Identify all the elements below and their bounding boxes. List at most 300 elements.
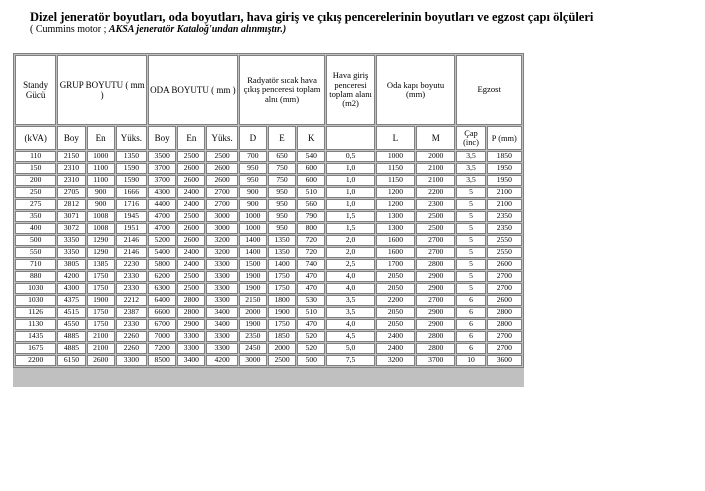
table-cell: 6 xyxy=(456,343,485,354)
table-cell: 2100 xyxy=(487,187,522,198)
table-cell: 1000 xyxy=(87,151,115,162)
table-cell: 3,5 xyxy=(456,163,485,174)
table-cell: 2812 xyxy=(57,199,85,210)
table-cell: 1400 xyxy=(268,259,296,270)
subheader-oda-yuks: Yüks. xyxy=(206,126,237,150)
table-cell: 2500 xyxy=(177,271,205,282)
table-cell: 1200 xyxy=(376,187,415,198)
table-cell: 4200 xyxy=(57,271,85,282)
table-cell: 800 xyxy=(297,223,325,234)
subheader-grup-boy: Boy xyxy=(57,126,85,150)
table-cell: 3,5 xyxy=(456,151,485,162)
table-cell: 2000 xyxy=(239,307,267,318)
header-standby: Standy Gücü xyxy=(15,55,56,125)
table-body xyxy=(15,151,522,366)
table-cell: 1750 xyxy=(268,283,296,294)
table-row xyxy=(15,199,522,210)
table-cell: 950 xyxy=(239,163,267,174)
table-cell: 1100 xyxy=(87,175,115,186)
table-cell: 2800 xyxy=(416,331,455,342)
table-cell: 2800 xyxy=(177,307,205,318)
table-cell: 720 xyxy=(297,235,325,246)
table-cell: 950 xyxy=(239,175,267,186)
table-cell: 10 xyxy=(456,355,485,366)
table-cell: 510 xyxy=(297,307,325,318)
table-cell: 500 xyxy=(15,235,56,246)
table-cell: 1,0 xyxy=(326,187,374,198)
table-cell: 1030 xyxy=(15,283,56,294)
table-cell: 1750 xyxy=(87,319,115,330)
table-cell: 2700 xyxy=(487,283,522,294)
table-cell: 2600 xyxy=(177,175,205,186)
table-cell: 6200 xyxy=(148,271,176,282)
table-cell: 3700 xyxy=(148,175,176,186)
table-row xyxy=(15,319,522,330)
table-cell: 5 xyxy=(456,247,485,258)
table-cell: 1850 xyxy=(268,331,296,342)
table-cell: 2212 xyxy=(116,295,147,306)
table-cell: 2260 xyxy=(116,331,147,342)
table-cell: 5 xyxy=(456,259,485,270)
table-cell: 1590 xyxy=(116,163,147,174)
table-cell: 4400 xyxy=(148,199,176,210)
table-cell: 1000 xyxy=(239,223,267,234)
table-cell: 8500 xyxy=(148,355,176,366)
table-cell: 2600 xyxy=(206,175,237,186)
table-cell: 2800 xyxy=(487,319,522,330)
table-cell: 3000 xyxy=(206,223,237,234)
table-cell: 470 xyxy=(297,271,325,282)
table-cell: 350 xyxy=(15,211,56,222)
table-cell: 3500 xyxy=(148,151,176,162)
table-cell: 1435 xyxy=(15,331,56,342)
table-cell: 2,0 xyxy=(326,235,374,246)
table-cell: 600 xyxy=(297,163,325,174)
table-cell: 2500 xyxy=(177,283,205,294)
table-cell: 3400 xyxy=(177,355,205,366)
table-cell: 1300 xyxy=(376,211,415,222)
table-cell: 3700 xyxy=(416,355,455,366)
table-cell: 4700 xyxy=(148,211,176,222)
table-cell: 2800 xyxy=(416,259,455,270)
table-cell: 5200 xyxy=(148,235,176,246)
subtitle-prefix: ( Cummins motor ; xyxy=(30,24,107,35)
table-cell: 5 xyxy=(456,211,485,222)
table-cell: 3300 xyxy=(206,331,237,342)
table-cell: 3400 xyxy=(206,307,237,318)
table-cell: 3300 xyxy=(177,331,205,342)
table-cell: 1,0 xyxy=(326,199,374,210)
table-cell: 540 xyxy=(297,151,325,162)
table-cell: 6 xyxy=(456,319,485,330)
table-cell: 470 xyxy=(297,283,325,294)
table-cell: 200 xyxy=(15,175,56,186)
table-cell: 950 xyxy=(268,211,296,222)
table-cell: 2600 xyxy=(177,163,205,174)
table-cell: 3200 xyxy=(206,235,237,246)
table-cell: 1666 xyxy=(116,187,147,198)
table-row xyxy=(15,223,522,234)
table-cell: 1130 xyxy=(15,319,56,330)
table-cell: 1030 xyxy=(15,295,56,306)
table-cell: 1716 xyxy=(116,199,147,210)
table-cell: 6 xyxy=(456,331,485,342)
table-cell: 900 xyxy=(239,199,267,210)
table-cell: 550 xyxy=(15,247,56,258)
table-cell: 2400 xyxy=(376,331,415,342)
table-cell: 520 xyxy=(297,343,325,354)
header-radyator: Radyatör sıcak hava çıkış penceresi toplam alnı (mm) xyxy=(239,55,326,125)
table-cell: 720 xyxy=(297,247,325,258)
table-cell: 2100 xyxy=(416,175,455,186)
table-cell: 2700 xyxy=(206,199,237,210)
table-cell: 6400 xyxy=(148,295,176,306)
table-cell: 0,5 xyxy=(326,151,374,162)
table-cell: 3072 xyxy=(57,223,85,234)
table-cell: 1750 xyxy=(87,283,115,294)
table-cell: 3200 xyxy=(206,247,237,258)
header-egzost: Egzost xyxy=(456,55,522,125)
table-cell: 1150 xyxy=(376,175,415,186)
subheader-oda-en: En xyxy=(177,126,205,150)
table-cell: 2800 xyxy=(177,295,205,306)
table-cell: 950 xyxy=(268,223,296,234)
table-cell: 4885 xyxy=(57,331,85,342)
table-cell: 700 xyxy=(239,151,267,162)
table-cell: 6 xyxy=(456,295,485,306)
table-cell: 1950 xyxy=(487,175,522,186)
table-cell: 2200 xyxy=(15,355,56,366)
table-cell: 7000 xyxy=(148,331,176,342)
table-cell: 150 xyxy=(15,163,56,174)
table-cell: 2100 xyxy=(416,163,455,174)
table-cell: 2500 xyxy=(416,223,455,234)
subtitle-source: AKSA jeneratör Kataloğ'undan alınmıştır.) xyxy=(108,24,287,35)
table-cell: 5 xyxy=(456,283,485,294)
table-cell: 2387 xyxy=(116,307,147,318)
table-cell: 1675 xyxy=(15,343,56,354)
table-cell: 2400 xyxy=(177,247,205,258)
table-cell: 1600 xyxy=(376,247,415,258)
table-cell: 2500 xyxy=(416,211,455,222)
table-cell: 1000 xyxy=(239,211,267,222)
subheader-kva: (kVA) xyxy=(15,126,56,150)
table-cell: 6300 xyxy=(148,283,176,294)
table-cell: 3300 xyxy=(206,259,237,270)
table-cell: 3000 xyxy=(206,211,237,222)
table-cell: 2400 xyxy=(177,259,205,270)
table-cell: 2150 xyxy=(57,151,85,162)
table-cell: 2330 xyxy=(116,319,147,330)
table-cell: 3350 xyxy=(57,235,85,246)
table-cell: 2600 xyxy=(87,355,115,366)
table-cell: 4885 xyxy=(57,343,85,354)
table-cell: 2400 xyxy=(177,199,205,210)
table-cell: 4,0 xyxy=(326,319,374,330)
table-cell: 5 xyxy=(456,187,485,198)
table-cell: 2050 xyxy=(376,319,415,330)
table-cell: 2450 xyxy=(239,343,267,354)
table-cell: 2400 xyxy=(376,343,415,354)
table-cell: 1950 xyxy=(487,163,522,174)
table-cell: 2330 xyxy=(116,283,147,294)
table-cell: 880 xyxy=(15,271,56,282)
table-cell: 790 xyxy=(297,211,325,222)
table-cell: 560 xyxy=(297,199,325,210)
table-cell: 2300 xyxy=(416,199,455,210)
table-cell: 4,0 xyxy=(326,283,374,294)
table-cell: 2310 xyxy=(57,175,85,186)
table-cell: 2700 xyxy=(206,187,237,198)
table-cell: 2550 xyxy=(487,235,522,246)
table-cell: 400 xyxy=(15,223,56,234)
table-cell: 4700 xyxy=(148,223,176,234)
table-cell: 3300 xyxy=(177,343,205,354)
subheader-d: D xyxy=(239,126,267,150)
table-cell: 2146 xyxy=(116,247,147,258)
table-cell: 4550 xyxy=(57,319,85,330)
table-cell: 2600 xyxy=(177,223,205,234)
table-cell: 2705 xyxy=(57,187,85,198)
table-cell: 2146 xyxy=(116,235,147,246)
table-cell: 2,0 xyxy=(326,247,374,258)
table-cell: 3350 xyxy=(57,247,85,258)
subheader-hava xyxy=(326,126,374,150)
table-cell: 4200 xyxy=(206,355,237,366)
table-row xyxy=(15,187,522,198)
table-cell: 2600 xyxy=(177,235,205,246)
table-cell: 1,0 xyxy=(326,163,374,174)
table-cell: 2350 xyxy=(239,331,267,342)
table-cell: 2100 xyxy=(487,199,522,210)
table-cell: 2600 xyxy=(487,295,522,306)
table-cell: 3300 xyxy=(206,295,237,306)
table-cell: 1,0 xyxy=(326,175,374,186)
table-cell: 500 xyxy=(297,355,325,366)
table-cell: 3300 xyxy=(206,271,237,282)
table-cell: 2350 xyxy=(487,223,522,234)
table-cell: 1290 xyxy=(87,235,115,246)
subheader-p: P (mm) xyxy=(487,126,522,150)
table-cell: 1350 xyxy=(268,247,296,258)
table-cell: 3200 xyxy=(376,355,415,366)
table-cell: 2800 xyxy=(487,307,522,318)
table-cell: 650 xyxy=(268,151,296,162)
table-row xyxy=(15,247,522,258)
table-cell: 4,5 xyxy=(326,331,374,342)
table-cell: 1000 xyxy=(376,151,415,162)
table-cell: 2700 xyxy=(487,331,522,342)
table-cell: 1,5 xyxy=(326,223,374,234)
table-cell: 1750 xyxy=(87,307,115,318)
table-cell: 2330 xyxy=(116,271,147,282)
table-cell: 1900 xyxy=(239,271,267,282)
table-cell: 7200 xyxy=(148,343,176,354)
table-cell: 1590 xyxy=(116,175,147,186)
table-row xyxy=(15,355,522,366)
table-cell: 2700 xyxy=(487,271,522,282)
table-cell: 530 xyxy=(297,295,325,306)
table-cell: 250 xyxy=(15,187,56,198)
table-cell: 2000 xyxy=(416,151,455,162)
table-cell: 740 xyxy=(297,259,325,270)
table-cell: 2900 xyxy=(416,319,455,330)
table-cell: 1008 xyxy=(87,223,115,234)
table-cell: 4515 xyxy=(57,307,85,318)
table-cell: 4300 xyxy=(57,283,85,294)
header-grup-boyutu: GRUP BOYUTU ( mm ) xyxy=(57,55,147,125)
table-cell: 1200 xyxy=(376,199,415,210)
header-hava-giris: Hava giriş penceresi toplam alanı (m2) xyxy=(326,55,374,125)
table-cell: 1900 xyxy=(239,283,267,294)
table-cell: 6150 xyxy=(57,355,85,366)
table-cell: 520 xyxy=(297,331,325,342)
table-cell: 2700 xyxy=(416,295,455,306)
table-cell: 2100 xyxy=(87,331,115,342)
table-cell: 6600 xyxy=(148,307,176,318)
table-row xyxy=(15,331,522,342)
table-cell: 2260 xyxy=(116,343,147,354)
table-row xyxy=(15,175,522,186)
table-cell: 6700 xyxy=(148,319,176,330)
subheader-cap: Çap (inc) xyxy=(456,126,485,150)
table-cell: 2800 xyxy=(416,343,455,354)
table-cell: 2000 xyxy=(268,343,296,354)
page-title: Dizel jeneratör boyutları, oda boyutları, hava giriş ve çıkış pencerelerinin boyutları ve egzost çapı ölçüleri xyxy=(30,10,594,24)
table-cell: 5 xyxy=(456,235,485,246)
table-cell: 1400 xyxy=(239,235,267,246)
table-cell: 1900 xyxy=(87,295,115,306)
table-cell: 3300 xyxy=(206,283,237,294)
table-cell: 900 xyxy=(239,187,267,198)
subheader-e: E xyxy=(268,126,296,150)
table-cell: 2500 xyxy=(268,355,296,366)
table-cell: 2900 xyxy=(416,271,455,282)
table-cell: 110 xyxy=(15,151,56,162)
table-cell: 3,5 xyxy=(326,307,374,318)
table-cell: 900 xyxy=(87,199,115,210)
table-cell: 2550 xyxy=(487,247,522,258)
table-cell: 1700 xyxy=(376,259,415,270)
table-cell: 5800 xyxy=(148,259,176,270)
table-cell: 510 xyxy=(297,187,325,198)
table-cell: 1100 xyxy=(87,163,115,174)
table-container xyxy=(13,53,524,387)
table-cell: 600 xyxy=(297,175,325,186)
table-cell: 2050 xyxy=(376,283,415,294)
table-cell: 3400 xyxy=(206,319,237,330)
table-cell: 3071 xyxy=(57,211,85,222)
table-cell: 1750 xyxy=(268,319,296,330)
table-cell: 2350 xyxy=(487,211,522,222)
table-row xyxy=(15,343,522,354)
table-cell: 950 xyxy=(268,187,296,198)
table-cell: 5 xyxy=(456,199,485,210)
table-cell: 4,0 xyxy=(326,271,374,282)
table-cell: 1,5 xyxy=(326,211,374,222)
table-cell: 750 xyxy=(268,175,296,186)
table-cell: 1385 xyxy=(87,259,115,270)
table-cell: 2230 xyxy=(116,259,147,270)
table-cell: 3,5 xyxy=(456,175,485,186)
table-cell: 2900 xyxy=(416,283,455,294)
page-subtitle xyxy=(30,24,286,35)
table-cell: 2700 xyxy=(416,247,455,258)
table-cell: 1945 xyxy=(116,211,147,222)
subheader-grup-yuks: Yüks. xyxy=(116,126,147,150)
table-cell: 1008 xyxy=(87,211,115,222)
table-cell: 1126 xyxy=(15,307,56,318)
table-cell: 1500 xyxy=(239,259,267,270)
dimensions-table xyxy=(13,53,524,368)
table-row xyxy=(15,235,522,246)
table-cell: 4300 xyxy=(148,187,176,198)
table-cell: 3700 xyxy=(148,163,176,174)
table-cell: 2,5 xyxy=(326,259,374,270)
table-row xyxy=(15,271,522,282)
table-cell: 2050 xyxy=(376,271,415,282)
subheader-oda-boy: Boy xyxy=(148,126,176,150)
header-oda-kapi: Oda kapı boyutu (mm) xyxy=(376,55,456,125)
table-row xyxy=(15,163,522,174)
table-cell: 750 xyxy=(268,163,296,174)
table-row xyxy=(15,151,522,162)
table-cell: 1300 xyxy=(376,223,415,234)
table-cell: 1900 xyxy=(268,307,296,318)
table-cell: 2200 xyxy=(416,187,455,198)
table-cell: 1600 xyxy=(376,235,415,246)
table-cell: 275 xyxy=(15,199,56,210)
table-row xyxy=(15,307,522,318)
table-cell: 710 xyxy=(15,259,56,270)
table-cell: 2600 xyxy=(206,163,237,174)
table-cell: 2900 xyxy=(177,319,205,330)
table-cell: 1850 xyxy=(487,151,522,162)
table-row xyxy=(15,259,522,270)
table-cell: 2700 xyxy=(487,343,522,354)
table-cell: 1750 xyxy=(268,271,296,282)
table-row xyxy=(15,295,522,306)
table-cell: 2900 xyxy=(416,307,455,318)
table-cell: 2600 xyxy=(487,259,522,270)
table-cell: 2310 xyxy=(57,163,85,174)
table-cell: 1350 xyxy=(268,235,296,246)
table-cell: 2400 xyxy=(177,187,205,198)
table-cell: 7,5 xyxy=(326,355,374,366)
table-cell: 1951 xyxy=(116,223,147,234)
table-cell: 2500 xyxy=(206,151,237,162)
table-cell: 2200 xyxy=(376,295,415,306)
table-cell: 3600 xyxy=(487,355,522,366)
table-cell: 3,5 xyxy=(326,295,374,306)
table-row xyxy=(15,211,522,222)
subheader-k: K xyxy=(297,126,325,150)
table-cell: 4375 xyxy=(57,295,85,306)
table-cell: 1400 xyxy=(239,247,267,258)
table-cell: 1750 xyxy=(87,271,115,282)
table-cell: 470 xyxy=(297,319,325,330)
table-cell: 5 xyxy=(456,223,485,234)
table-cell: 5,0 xyxy=(326,343,374,354)
table-cell: 2500 xyxy=(177,151,205,162)
table-cell: 2500 xyxy=(177,211,205,222)
header-oda-boyutu: ODA BOYUTU ( mm ) xyxy=(148,55,238,125)
table-cell: 1290 xyxy=(87,247,115,258)
table-cell: 2150 xyxy=(239,295,267,306)
subheader-grup-en: En xyxy=(87,126,115,150)
table-cell: 3805 xyxy=(57,259,85,270)
table-cell: 6 xyxy=(456,307,485,318)
